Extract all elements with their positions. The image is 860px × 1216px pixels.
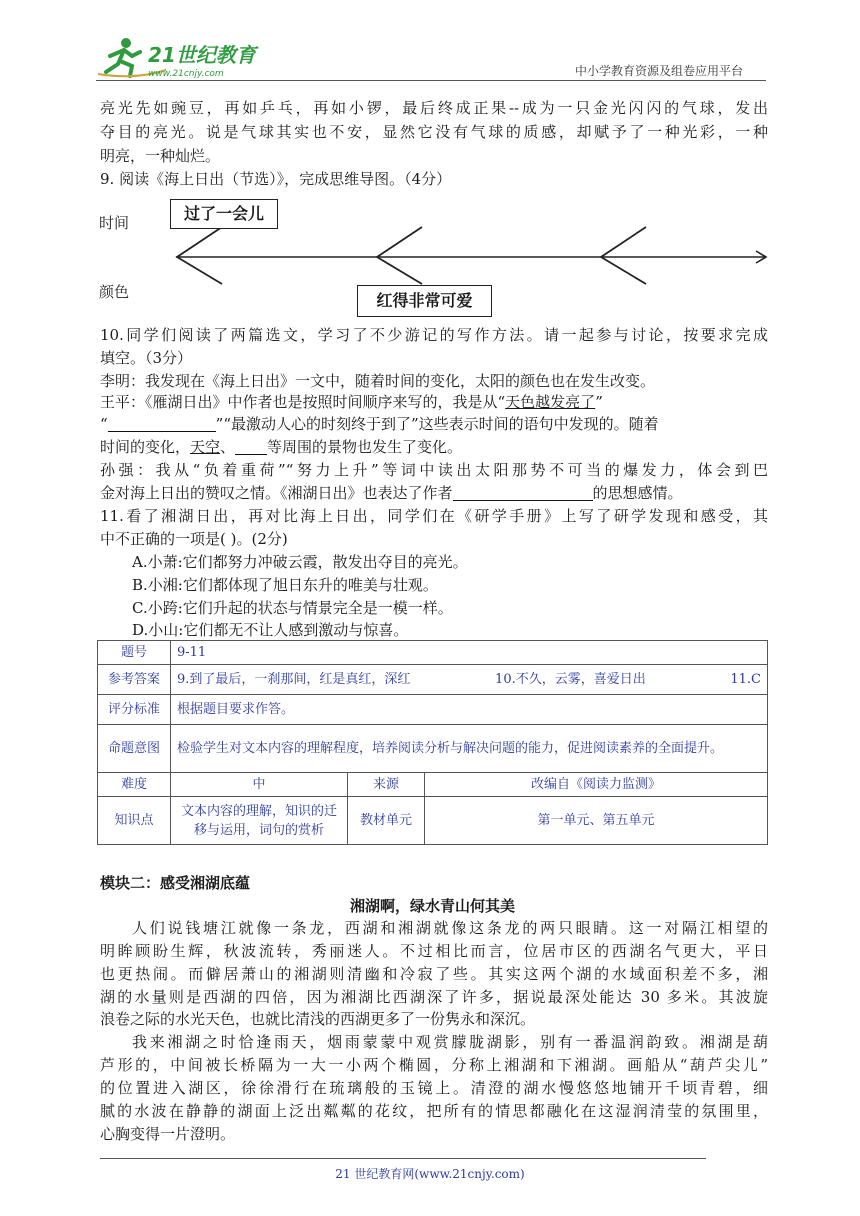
platform-name: 中小学教育资源及组卷应用平台 (575, 64, 744, 78)
answer-table (97, 640, 768, 845)
answer-9: 9.到了最后，一刹那间，红是真红，深红 (177, 672, 411, 687)
option-a: A.小萧:它们都努力冲破云霞，散发出夺目的亮光。 (132, 553, 468, 571)
wangping-line-2: “ ”“最激动人心的时刻终于到了”这些表示时间的语句中发现的。随着 (100, 415, 659, 433)
footer-link[interactable]: 21 世纪教育网(www.21cnjy.com) (335, 1167, 525, 1181)
passage-line: 明眸顾盼生辉，秋波流转，秀丽迷人。不过相比而言，位居市区的西湖名气更大，平日 (100, 942, 768, 960)
passage-line: 腻的水波在静静的湖面上泛出粼粼的花纹，把所有的情思都融化在这湿润清莹的氛围里， (100, 1102, 768, 1120)
passage-line: 湖的水量则是西湖的四倍，因为湘湖比西湖深了许多，据说最深处能达 30 多米。其波旋 (100, 988, 768, 1006)
underlined-word: 天空 (190, 438, 221, 456)
option-b: B.小湘:它们都体现了旭日东升的唯美与壮观。 (132, 576, 438, 594)
passage-title: 湘湖啊，绿水青山何其美 (350, 897, 516, 915)
passage-line: 心胸变得一片澄明。 (100, 1125, 236, 1143)
table-row (98, 695, 768, 725)
mindmap-time-label: 时间 (99, 214, 130, 232)
answer-blank-3[interactable] (453, 485, 593, 501)
question-10-line-2: 填空。（3分） (100, 349, 193, 367)
intro-line-3: 明亮，一种灿烂。 (100, 147, 221, 165)
cell-key: 来源 (348, 773, 425, 797)
table-row (98, 773, 768, 797)
wangping-line-3: 时间的变化，天空、 等周围的景物也发生了变化。 (100, 438, 463, 456)
cell-value: 改编自《阅读力监测》 (425, 773, 768, 797)
wangping-line-1: 王平：《雁湖日出》中作者也是按照时间顺序来写的，我是从“天色越发亮了” (100, 393, 603, 411)
intro-line-1: 亮光先如豌豆，再如乒乓，再如小锣，最后终成正果--成为一只金光闪闪的气球，发出 (100, 99, 768, 117)
passage-line: 我来湘湖之时恰逢雨天，烟雨蒙蒙中观赏朦胧湖影，别有一番温润韵致。湘湖是葫 (132, 1033, 768, 1051)
question-11-line-1: 11.看了湘湖日出，再对比海上日出，同学们在《研学手册》上写了研学发现和感受，其 (100, 507, 768, 525)
table-row (98, 725, 768, 773)
cell-key: 评分标准 (98, 695, 171, 725)
cell-key: 难度 (98, 773, 171, 797)
mindmap-box-time: 过了一会儿 (170, 199, 278, 229)
footer-divider (100, 1158, 706, 1159)
intro-line-2: 夺目的亮光。说是气球其实也不安，显然它没有气球的质感，却赋予了一种光彩，一种 (100, 123, 768, 141)
table-row (98, 641, 768, 665)
module-title: 模块二：感受湘湖底蕴 (100, 874, 251, 892)
question-11-line-2: 中不正确的一项是( )。(2分) (100, 530, 288, 548)
liming-statement: 李明：我发现在《海上日出》一文中，随着时间的变化，太阳的颜色也在发生改变。 (100, 372, 656, 390)
passage-line: 也更热闹。而僻居萧山的湘湖则清幽和冷寂了些。其实这两个湖的水域面积差不多，湘 (100, 965, 768, 983)
logo-url: www.21cnjy.com (148, 69, 224, 79)
option-c: C.小跨:它们升起的状态与情景完全是一模一样。 (132, 599, 453, 617)
sunqiang-line-2: 金对海上日出的赞叹之情。《湘湖日出》也表达了作者 的思想感情。 (100, 484, 683, 502)
option-d: D.小山:它们都无不让人感到激动与惊喜。 (132, 621, 409, 639)
site-logo (96, 34, 266, 80)
question-10-line-1: 10.同学们阅读了两篇选文，学习了不少游记的写作方法。请一起参与讨论，按要求完成 (100, 326, 768, 344)
cell-value: 检验学生对文本内容的理解程度，培养阅读分析与解决问题的能力，促进阅读素养的全面提升。 (171, 725, 768, 773)
sunqiang-line-1: 孙强：我从“负着重荷”“努力上升”等词中读出太阳那势不可当的爆发力，体会到巴 (100, 461, 768, 479)
cell-key: 命题意图 (98, 725, 171, 773)
passage-line: 人们说钱塘江就像一条龙，西湖和湘湖就像这条龙的两只眼睛。这一对隔江相望的 (132, 919, 768, 937)
passage-line: 浪卷之际的水光天色，也就比清浅的西湖更多了一份隽永和深沉。 (100, 1010, 536, 1028)
cell-key: 教材单元 (348, 797, 425, 845)
passage-line: 芦形的，中间被长桥隔为一大一小两个椭圆，分称上湘湖和下湘湖。画船从“葫芦尖儿” (100, 1056, 768, 1074)
cell-answers (171, 665, 768, 695)
underlined-phrase: 天色越发亮了 (505, 393, 596, 411)
cell-key: 题号 (98, 641, 171, 665)
cell-value: 第一单元、第五单元 (425, 797, 768, 845)
cell-value: 9-11 (171, 641, 768, 665)
logo-text: 21世纪教育 (148, 43, 256, 67)
cell-value: 文本内容的理解，知识的迁移与运用，词句的赏析 (171, 797, 348, 845)
mindmap-color-label: 颜色 (99, 283, 130, 301)
answer-11: 11.C (730, 672, 761, 687)
passage-line: 的位置进入湖区，徐徐滑行在琉璃般的玉镜上。清澄的湖水慢悠悠地铺开千顷青碧，细 (100, 1079, 768, 1097)
cell-key: 参考答案 (98, 665, 171, 695)
mindmap-box-color: 红得非常可爱 (357, 285, 492, 317)
table-row (98, 797, 768, 845)
table-row (98, 665, 768, 695)
question-9: 9. 阅读《海上日出（节选）》，完成思维导图。（4分） (100, 170, 452, 188)
answer-blank-1[interactable] (108, 416, 216, 432)
header-divider (96, 80, 766, 81)
answer-blank-2[interactable] (235, 439, 267, 455)
mindmap-fishbone (150, 222, 775, 292)
cell-value: 中 (171, 773, 348, 797)
cell-value: 根据题目要求作答。 (171, 695, 768, 725)
cell-key: 知识点 (98, 797, 171, 845)
answer-10: 10.不久，云雾，喜爱日出 (495, 672, 646, 687)
